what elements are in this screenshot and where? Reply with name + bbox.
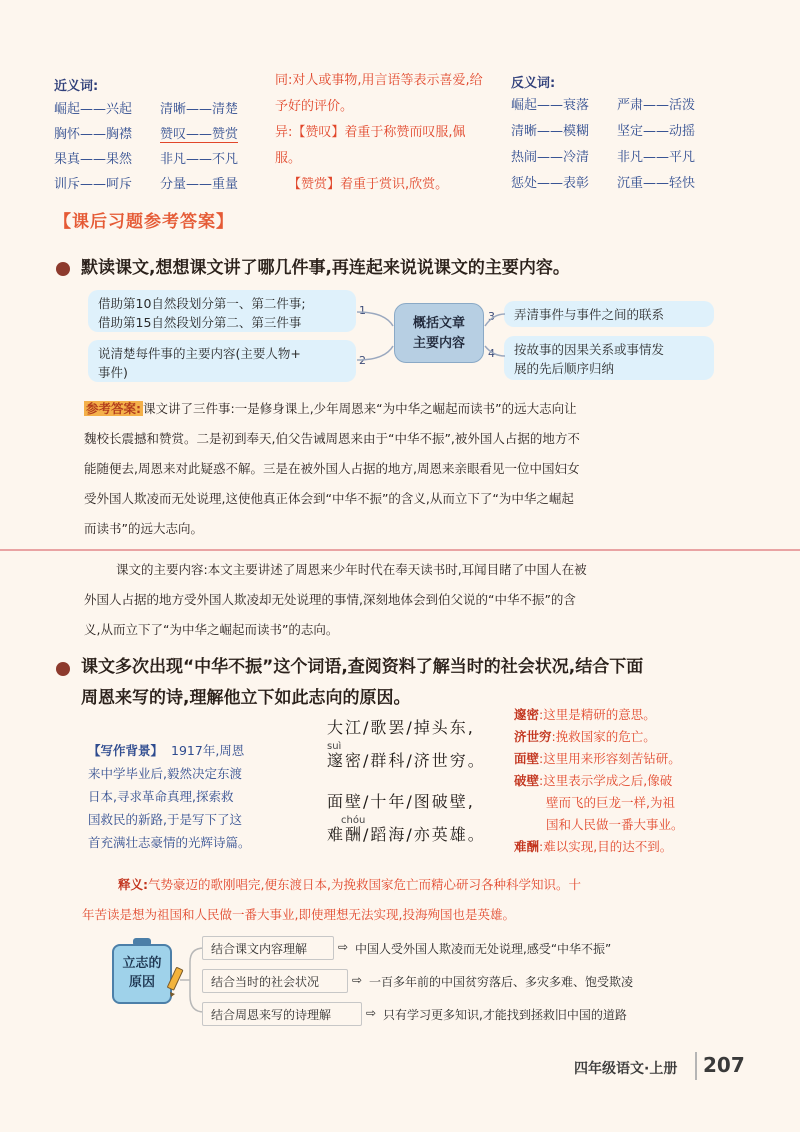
gloss-item: 邃密:这里是精研的意思。: [514, 707, 656, 722]
step-number: 1: [359, 304, 366, 317]
map-step-3: 弄清事件与事件之间的联系: [504, 301, 714, 327]
writing-background: 【写作背景】 1917年,周恩 来中学毕业后,毅然决定东渡 日本,寻求革命真理,探索救 国救民的新路,于是写下了这 首充满壮志豪情的光辉诗篇。: [88, 743, 251, 850]
gloss-item: 难酬:难以实现,目的达不到。: [514, 839, 673, 854]
explain-label: 释义:: [118, 877, 148, 892]
map-center: 概括文章 主要内容: [394, 303, 484, 363]
question-1: 默读课文,想想课文讲了哪几件事,再连起来说说课文的主要内容。: [81, 258, 570, 278]
synonym-row: 果真——果然 非凡——不凡: [54, 152, 239, 167]
map-connectors: [355, 290, 515, 385]
gloss-item: 济世穷:挽救国家的危亡。: [514, 729, 656, 744]
map-step-2: 说清楚每件事的主要内容(主要人物+ 事件): [88, 340, 356, 382]
poem: [327, 712, 507, 850]
answer-paragraph: 参考答案: 课文讲了三件事:一是修身课上,少年周恩来“为中华之崛起而读书”的远大志向让 魏校长震撼和赞赏。二是初到奉天,伯父告诫周恩来由于“中华不振”,被外国人占据的地方不 能随便去,周恩来对此疑惑不解。三是在被外国人占据的地方,周恩来亲眼看见一位中国妇女 受外国人欺凌而无处说理,这使他真正体会到“中华不振”的含义,从而立下了“为中华之崛起 而读书”的远大志向。: [84, 401, 580, 536]
poem-line: 难酬/蹈海/亦英雄。: [327, 825, 486, 844]
reason-result: 一百多年前的中国贫穷落后、多灾多难、饱受欺凌: [369, 975, 634, 989]
reason-basis: 结合周恩来写的诗理解: [202, 1002, 362, 1026]
synonyms-title: 近义词:: [54, 79, 99, 94]
step-number: 4: [488, 347, 495, 360]
reason-arrow: ⇨: [338, 940, 349, 954]
poem-line: 邃密/群科/济世穷。: [327, 751, 486, 770]
poem-line: 大江/歌罢/掉头东,: [327, 718, 475, 737]
antonym-row: 惩处——表彰 沉重——轻快: [511, 176, 696, 191]
map-step-4: 按故事的因果关系或事情发 展的先后顺序归纳: [504, 336, 714, 380]
question-2: 课文多次出现“中华不振”这个词语,查阅资料了解当时的社会状况,结合下面 周恩来写的诗,理解他立下如此志向的原因。: [81, 657, 644, 708]
page-number: 207: [703, 1053, 745, 1077]
footer-divider: [695, 1052, 697, 1080]
note-yi-2: 【赞赏】着重于赏识,欣赏。: [288, 177, 449, 192]
antonyms-title: 反义词:: [511, 76, 556, 91]
question-bullet-icon: [56, 262, 70, 276]
gloss-item: 面壁:这里用来形容刻苦钻研。: [514, 751, 681, 766]
antonyms-list: [511, 94, 695, 198]
step-number: 2: [359, 354, 366, 367]
synonyms-list: [54, 98, 238, 198]
note-tong: 同:对人或事物,用言语等表示喜爱,给予好的评价。: [275, 73, 483, 114]
reason-arrow: ⇨: [352, 973, 363, 987]
reason-result: 只有学习更多知识,才能找到拯救旧中国的道路: [383, 1008, 627, 1022]
answer-label: 参考答案:: [86, 401, 141, 416]
map-step-1: 借助第10自然段划分第一、第二件事; 借助第15自然段划分第二、第三件事: [88, 290, 356, 332]
synonym-row: 崛起——兴起 清晰——清楚: [54, 102, 239, 117]
reason-basis: 结合当时的社会状况: [202, 969, 348, 993]
poem-explanation: 释义:气势豪迈的歌刚唱完,便东渡日本,为挽救国家危亡而精心研习各种科学知识。十 年苦读是想为祖国和人民做一番大事业,即使理想无法实现,投海殉国也是英雄。: [82, 877, 581, 922]
poem-pinyin: chóu: [341, 815, 366, 826]
poem-line: 面壁/十年/图破壁,: [327, 792, 475, 811]
step-number: 3: [488, 310, 495, 323]
divider: [0, 549, 800, 551]
clipboard-clip-icon: [133, 938, 151, 946]
note-yi-1: 异:【赞叹】着重于称赞而叹服,佩服。: [275, 125, 466, 166]
reason-title-card: 立志的 原因: [112, 944, 172, 1004]
gloss-item: 破壁:这里表示学成之后,像破 壁而飞的巨龙一样,为祖 国和人民做一番大事业。: [514, 773, 684, 832]
synonym-row: 训斥——呵斥 分量——重量: [54, 177, 239, 192]
antonym-row: 热闹——冷清 非凡——平凡: [511, 150, 696, 165]
background-label: 【写作背景】: [88, 743, 164, 758]
reason-result: 中国人受外国人欺凌而无处说理,感受“中华不振”: [355, 942, 612, 956]
synonym-note: [275, 68, 483, 198]
section-title: 【课后习题参考答案】: [54, 212, 234, 232]
antonym-row: 清晰——模糊 坚定——动摇: [511, 124, 696, 139]
synonym-row: 胸怀——胸襟 赞叹——赞赏: [54, 127, 239, 142]
reason-arrow: ⇨: [366, 1006, 377, 1020]
poem-glosses: [514, 704, 759, 858]
antonym-row: 崛起——衰落 严肃——活泼: [511, 98, 696, 113]
poem-pinyin: suì: [327, 741, 342, 752]
main-content-paragraph: 课文的主要内容:本文主要讲述了周恩来少年时代在奉天读书时,耳闻目睹了中国人在被 外国人占据的地方受外国人欺凌却无处说理的事情,深刻地体会到伯父说的“中华不振”的含 义,从而立下了“为中华之崛起而读书”的志向。: [84, 562, 587, 637]
footer-book: 四年级语文·上册: [574, 1061, 678, 1077]
question-bullet-icon: [56, 662, 70, 676]
reason-basis: 结合课文内容理解: [202, 936, 334, 960]
